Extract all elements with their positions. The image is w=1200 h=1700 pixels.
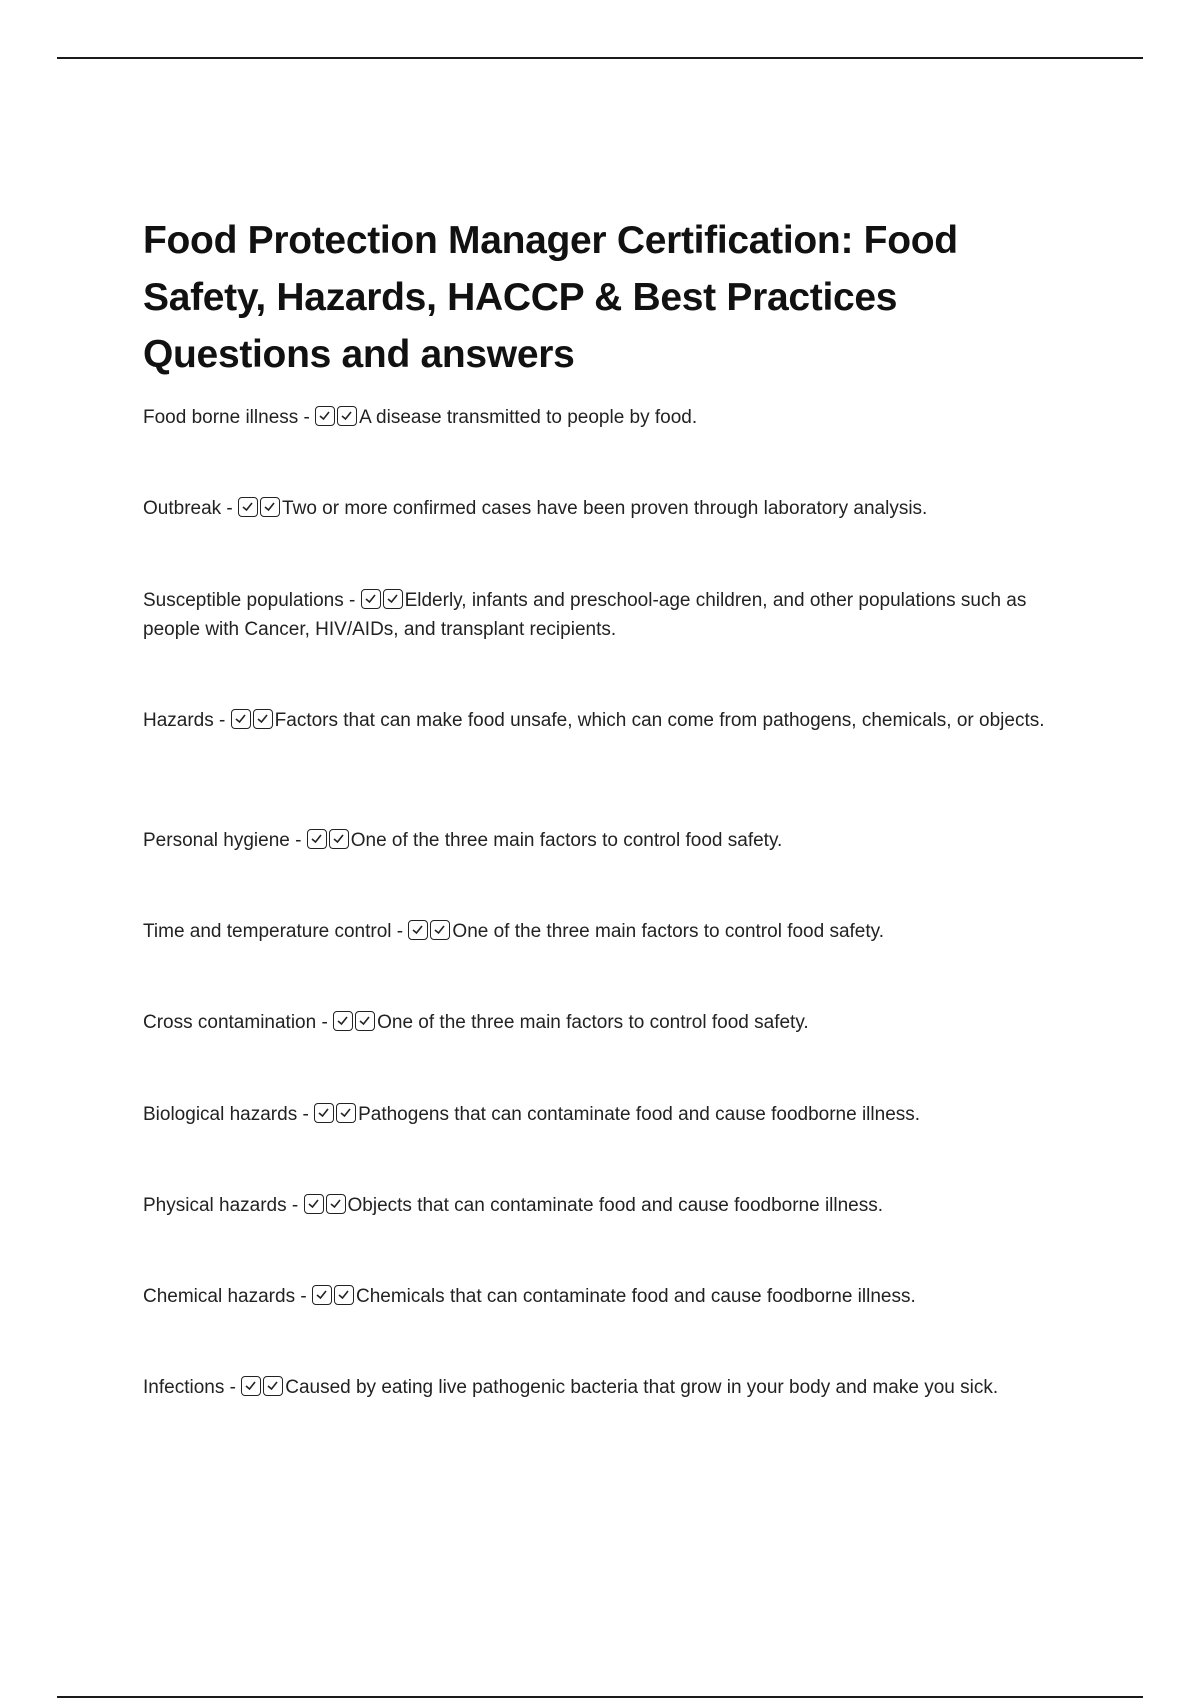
checkbox-icon — [307, 829, 327, 849]
qa-separator: - — [213, 710, 231, 731]
checkbox-icon — [263, 1376, 283, 1396]
qa-separator: - — [391, 921, 409, 942]
qa-term: Personal hygiene — [143, 830, 290, 851]
checkbox-icon — [333, 1011, 353, 1031]
qa-item — [143, 1191, 1063, 1220]
qa-answer: Factors that can make food unsafe, which can come from pathogens, chemicals, or objects. — [274, 710, 1045, 731]
qa-item — [143, 1373, 1063, 1402]
qa-separator: - — [224, 1377, 242, 1398]
checkbox-icon — [326, 1194, 346, 1214]
qa-term: Physical hazards — [143, 1195, 287, 1216]
qa-answer: A disease transmitted to people by food. — [359, 407, 698, 428]
footer-rule — [57, 1696, 1143, 1698]
qa-separator: - — [286, 1195, 304, 1216]
checkbox-icon — [355, 1011, 375, 1031]
qa-term: Biological hazards — [143, 1104, 298, 1125]
qa-separator: - — [297, 1104, 315, 1125]
qa-answer: Two or more confirmed cases have been proven through laboratory analysis. — [282, 498, 928, 519]
qa-answer: One of the three main factors to control food safety. — [350, 830, 783, 851]
checkbox-icon — [408, 920, 428, 940]
qa-item — [143, 494, 1063, 523]
qa-term: Outbreak — [143, 498, 222, 519]
checkbox-icon — [304, 1194, 324, 1214]
qa-separator: - — [316, 1012, 334, 1033]
qa-term: Infections — [143, 1377, 225, 1398]
qa-separator: - — [289, 830, 307, 851]
checkbox-icon — [312, 1285, 332, 1305]
header-rule — [57, 57, 1143, 59]
checkbox-icon — [315, 406, 335, 426]
checkbox-icon — [361, 589, 381, 609]
qa-separator: - — [343, 590, 361, 611]
qa-term: Time and temperature control — [143, 921, 392, 942]
checkbox-icon — [337, 406, 357, 426]
qa-term: Chemical hazards — [143, 1286, 296, 1307]
qa-term: Hazards — [143, 710, 214, 731]
qa-item — [143, 706, 1063, 735]
qa-term: Cross contamination — [143, 1012, 317, 1033]
qa-separator: - — [295, 1286, 312, 1307]
qa-item — [143, 586, 1063, 644]
qa-separator: - — [298, 407, 316, 428]
checkbox-icon — [329, 829, 349, 849]
qa-item — [143, 917, 1063, 946]
checkbox-icon — [334, 1285, 354, 1305]
qa-item — [143, 1100, 1063, 1129]
qa-separator: - — [221, 498, 239, 519]
qa-answer: Objects that can contaminate food and cause foodborne illness. — [347, 1195, 884, 1216]
checkbox-icon — [430, 920, 450, 940]
checkbox-icon — [238, 497, 258, 517]
qa-answer: One of the three main factors to control food safety. — [452, 921, 885, 942]
qa-term: Susceptible populations — [143, 590, 344, 611]
qa-item — [143, 1282, 1063, 1311]
qa-item — [143, 826, 1063, 855]
checkbox-icon — [336, 1103, 356, 1123]
qa-answer: Elderly, infants and preschool-age children, and other populations such as people with Cancer, HIV/AIDs, and transplant recipients. — [143, 590, 1027, 640]
page-title: Food Protection Manager Certification: Food Safety, Hazards, HACCP & Best Practices Questions and answers — [143, 219, 958, 376]
qa-item — [143, 1008, 1063, 1037]
qa-term: Food borne illness — [143, 407, 299, 428]
checkbox-icon — [314, 1103, 334, 1123]
qa-answer: Caused by eating live pathogenic bacteria that grow in your body and make you sick. — [285, 1377, 999, 1398]
qa-answer: Chemicals that can contaminate food and cause foodborne illness. — [355, 1286, 916, 1307]
qa-answer: One of the three main factors to control food safety. — [377, 1012, 809, 1033]
qa-answer: Pathogens that can contaminate food and cause foodborne illness. — [358, 1104, 921, 1125]
checkbox-icon — [260, 497, 280, 517]
checkbox-icon — [231, 709, 251, 729]
qa-item — [143, 403, 1063, 432]
checkbox-icon — [241, 1376, 261, 1396]
checkbox-icon — [253, 709, 273, 729]
checkbox-icon — [383, 589, 403, 609]
